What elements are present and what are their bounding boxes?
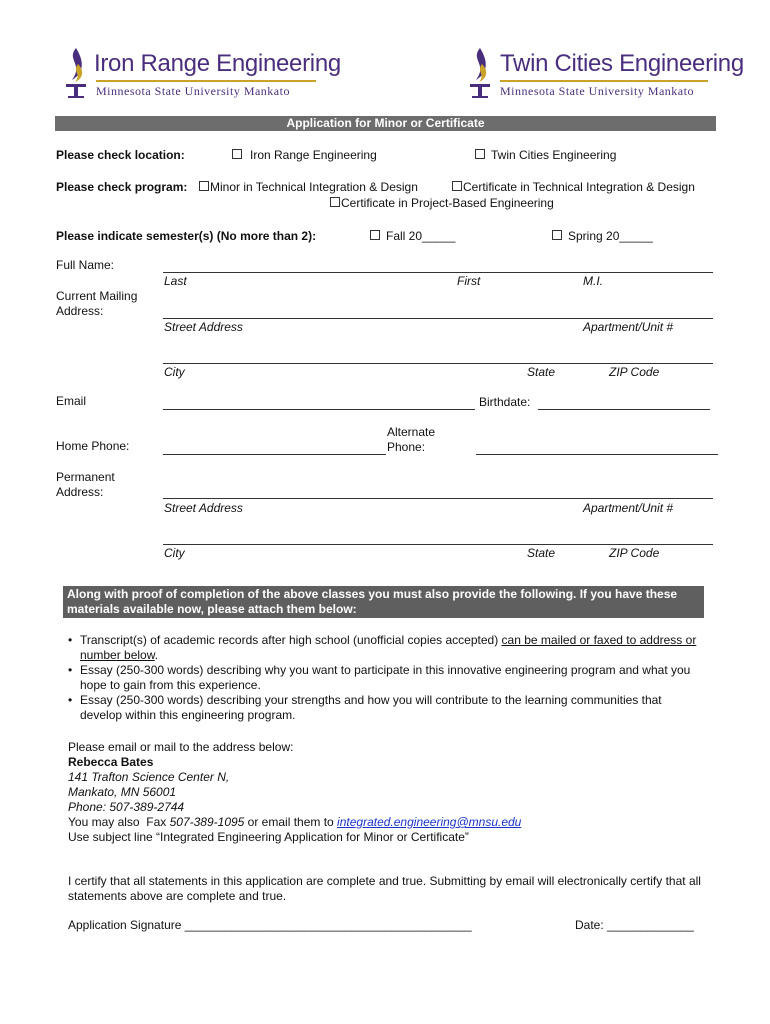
location-option-iron-range[interactable]	[232, 148, 377, 162]
signature-field[interactable]: Application Signature ___________________________________________	[68, 918, 472, 932]
permanent-city-caption: City	[164, 546, 185, 560]
logo-iron-range-bar	[96, 80, 316, 82]
form-title: Application for Minor or Certificate	[55, 116, 716, 131]
semester-option-label: Fall 20_____	[386, 229, 456, 243]
location-option-label: Iron Range Engineering	[250, 148, 377, 162]
program-label: Please check program:	[56, 180, 188, 194]
contact-block	[68, 740, 521, 845]
program-option-label: Certificate in Technical Integration & Design	[463, 180, 695, 194]
checkbox[interactable]	[552, 230, 562, 240]
program-option-certificate-tid[interactable]	[452, 180, 695, 194]
list-item: • Essay (250-300 words) describing your strengths and how you will contribute to the learning communities that develop within this engineering program.	[66, 693, 706, 723]
birthdate-line[interactable]	[538, 409, 710, 410]
first-name-caption: First	[457, 274, 481, 288]
permanent-state-caption: State	[527, 546, 556, 560]
mailing-state-caption: State	[527, 365, 556, 379]
logo-iron-range-name: Iron Range Engineering	[94, 50, 341, 77]
email-prefix: or email them to	[244, 815, 338, 829]
permanent-apt-caption: Apartment/Unit #	[583, 501, 674, 515]
semester-option-label: Spring 20_____	[568, 229, 653, 243]
transcript-end: .	[154, 648, 159, 662]
checkbox[interactable]	[330, 197, 340, 207]
location-option-twin-cities[interactable]	[475, 148, 616, 162]
alternate-phone-line[interactable]	[476, 454, 718, 455]
mailing-city-caption: City	[164, 365, 185, 379]
alternate-phone-label: Alternate Phone:	[387, 425, 436, 454]
logo-twin-cities-bar	[500, 80, 708, 82]
contact-subject-line: Use subject line “Integrated Engineering Application for Minor or Certificate”	[68, 830, 469, 844]
full-name-line[interactable]	[163, 272, 713, 273]
contact-address-line1: 141 Trafton Science Center N,	[68, 770, 230, 784]
requirements-list	[66, 633, 706, 723]
list-item: • Essay (250-300 words) describing why you want to participate in this innovative engineering program and what you hope to gain from this experience.	[66, 663, 706, 693]
transcript-text: Transcript(s) of academic records after high school (unofficial copies accepted)	[80, 633, 502, 647]
permanent-city-line[interactable]	[163, 544, 713, 545]
checkbox[interactable]	[452, 181, 462, 191]
semester-label: Please indicate semester(s) (No more than 2):	[56, 229, 317, 243]
program-option-label: Certificate in Project-Based Engineering	[341, 196, 554, 210]
checkbox[interactable]	[475, 149, 485, 159]
fax-number: 507-389-1095	[169, 815, 245, 829]
permanent-address-label: Permanent Address:	[56, 470, 115, 499]
home-phone-line[interactable]	[163, 454, 386, 455]
flame-torch-icon	[62, 46, 90, 102]
contact-intro: Please email or mail to the address below:	[68, 740, 294, 754]
contact-phone: Phone: 507-389-2744	[68, 800, 185, 814]
fax-prefix: You may also Fax	[68, 815, 170, 829]
contact-fax-email-line	[68, 815, 521, 830]
mailing-apt-caption: Apartment/Unit #	[583, 320, 674, 334]
email-label: Email	[56, 394, 87, 408]
program-option-certificate-pbe[interactable]	[330, 196, 554, 210]
birthdate-label: Birthdate:	[479, 395, 531, 409]
list-item	[66, 633, 706, 663]
logo-twin-cities-name: Twin Cities Engineering	[500, 50, 744, 77]
mailing-street-caption: Street Address	[164, 320, 243, 334]
certification-statement: I certify that all statements in this application are complete and true. Submitting by email will electronically certify that all statements above are complete and true.	[68, 874, 701, 903]
location-label: Please check location:	[56, 148, 185, 162]
email-link[interactable]: integrated.engineering@mnsu.edu	[337, 815, 522, 829]
home-phone-label: Home Phone:	[56, 439, 130, 453]
email-line[interactable]	[163, 409, 475, 410]
checkbox[interactable]	[232, 149, 242, 159]
program-option-minor[interactable]	[199, 180, 418, 194]
full-name-label: Full Name:	[56, 258, 115, 272]
transcript-underlined-text: can be mailed or faxed to address or number below	[80, 633, 697, 662]
requirements-notice: Along with proof of completion of the above classes you must also provide the following. If you have these materials available now, please attach them below:	[63, 586, 704, 618]
flame-torch-icon	[466, 46, 494, 102]
contact-address-line2: Mankato, MN 56001	[68, 785, 177, 799]
location-option-label: Twin Cities Engineering	[491, 148, 617, 162]
mailing-street-line[interactable]	[163, 318, 713, 319]
semester-option-spring[interactable]	[552, 229, 653, 243]
permanent-street-line[interactable]	[163, 498, 713, 499]
mailing-zip-caption: ZIP Code	[609, 365, 660, 379]
permanent-zip-caption: ZIP Code	[609, 546, 660, 560]
contact-name: Rebecca Bates	[68, 755, 154, 769]
program-option-label: Minor in Technical Integration & Design	[210, 180, 418, 194]
middle-initial-caption: M.I.	[583, 274, 603, 288]
checkbox[interactable]	[199, 181, 209, 191]
date-field[interactable]: Date: _____________	[575, 918, 694, 932]
last-name-caption: Last	[164, 274, 187, 288]
permanent-street-caption: Street Address	[164, 501, 243, 515]
logo-twin-cities-subtitle: Minnesota State University Mankato	[500, 84, 694, 98]
checkbox[interactable]	[370, 230, 380, 240]
mailing-city-line[interactable]	[163, 363, 713, 364]
semester-option-fall[interactable]	[370, 229, 455, 243]
mailing-address-label: Current Mailing Address:	[56, 289, 138, 318]
logo-iron-range-subtitle: Minnesota State University Mankato	[96, 84, 290, 98]
